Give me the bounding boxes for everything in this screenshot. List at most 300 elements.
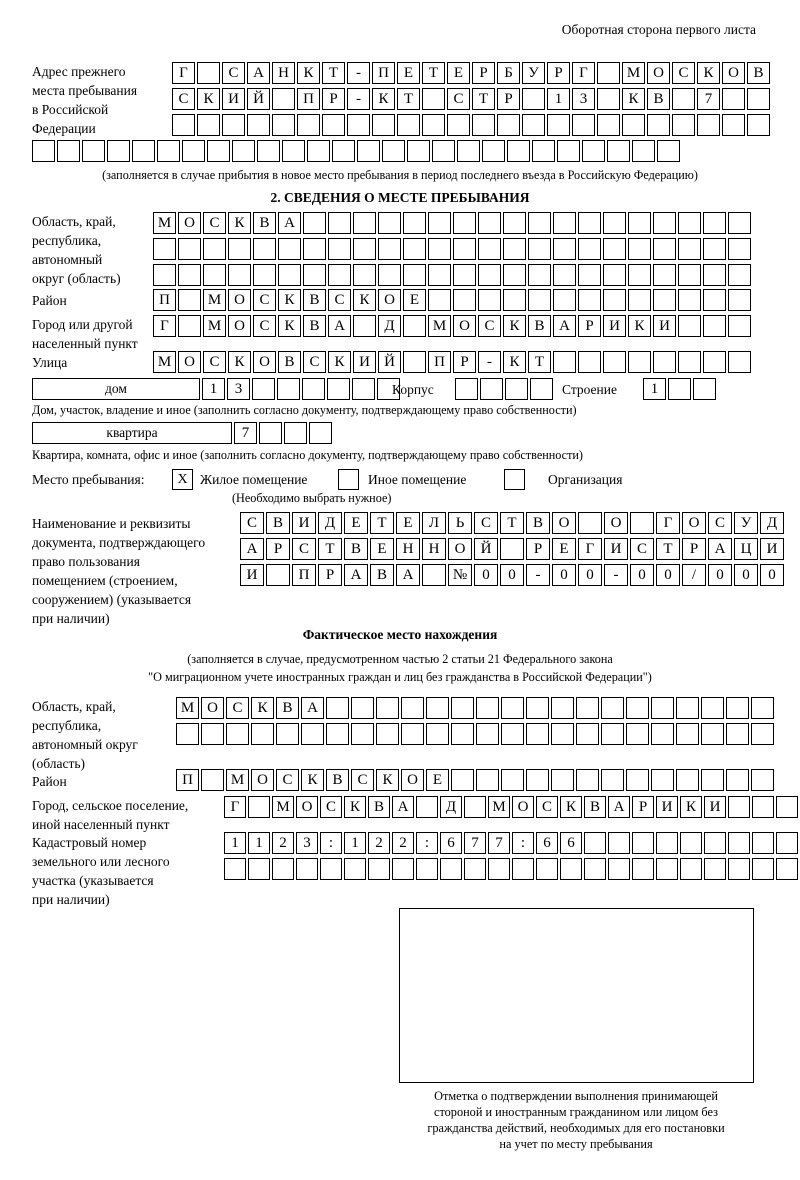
form-cell[interactable]: К (344, 796, 366, 818)
form-cell[interactable] (428, 264, 451, 286)
form-cell[interactable] (603, 289, 626, 311)
form-cell[interactable] (703, 315, 726, 337)
form-cell[interactable] (703, 351, 726, 373)
form-cell[interactable] (228, 238, 251, 260)
form-cell[interactable]: О (251, 769, 274, 791)
form-cell[interactable] (703, 212, 726, 234)
form-cell[interactable]: 2 (272, 832, 294, 854)
form-cell[interactable] (416, 858, 438, 880)
form-cell[interactable] (503, 238, 526, 260)
form-cell[interactable] (628, 212, 651, 234)
form-cell[interactable]: В (528, 315, 551, 337)
district-row[interactable] (153, 289, 753, 311)
form-cell[interactable]: К (301, 769, 324, 791)
form-cell[interactable] (303, 238, 326, 260)
form-cell[interactable] (678, 264, 701, 286)
form-cell[interactable]: М (428, 315, 451, 337)
form-cell[interactable] (453, 212, 476, 234)
form-cell[interactable] (728, 315, 751, 337)
form-cell[interactable] (578, 212, 601, 234)
form-cell[interactable] (622, 114, 645, 136)
form-cell[interactable] (453, 238, 476, 260)
form-cell[interactable] (728, 832, 750, 854)
form-cell[interactable]: А (301, 697, 324, 719)
flat-cells[interactable] (234, 422, 334, 444)
form-cell[interactable]: В (278, 351, 301, 373)
form-cell[interactable]: И (222, 88, 245, 110)
stamp-box[interactable] (399, 908, 754, 1083)
form-cell[interactable] (728, 858, 750, 880)
form-cell[interactable] (657, 140, 680, 162)
form-cell[interactable]: 1 (547, 88, 570, 110)
form-cell[interactable] (553, 238, 576, 260)
form-cell[interactable]: 0 (734, 564, 758, 586)
form-cell[interactable] (353, 264, 376, 286)
form-cell[interactable] (557, 140, 580, 162)
form-cell[interactable] (578, 264, 601, 286)
form-cell[interactable] (302, 378, 325, 400)
form-cell[interactable]: О (178, 212, 201, 234)
form-cell[interactable]: А (344, 564, 368, 586)
city-row[interactable] (153, 315, 753, 337)
form-cell[interactable]: С (447, 88, 470, 110)
form-cell[interactable] (726, 769, 749, 791)
form-cell[interactable] (57, 140, 80, 162)
form-cell[interactable]: О (178, 351, 201, 373)
form-cell[interactable]: О (228, 315, 251, 337)
form-cell[interactable] (680, 858, 702, 880)
form-cell[interactable] (701, 697, 724, 719)
form-cell[interactable]: Ц (734, 538, 758, 560)
form-cell[interactable] (266, 564, 290, 586)
form-cell[interactable]: Д (440, 796, 462, 818)
form-cell[interactable]: Р (547, 62, 570, 84)
form-cell[interactable] (328, 238, 351, 260)
form-cell[interactable]: - (604, 564, 628, 586)
form-cell[interactable] (428, 289, 451, 311)
form-cell[interactable]: И (603, 315, 626, 337)
form-cell[interactable] (551, 723, 574, 745)
form-cell[interactable]: Б (497, 62, 520, 84)
form-cell[interactable]: С (226, 697, 249, 719)
form-cell[interactable]: Р (453, 351, 476, 373)
form-cell[interactable] (301, 723, 324, 745)
form-cell[interactable]: Р (497, 88, 520, 110)
form-cell[interactable] (651, 697, 674, 719)
form-cell[interactable] (653, 212, 676, 234)
form-cell[interactable] (222, 114, 245, 136)
form-cell[interactable] (632, 858, 654, 880)
form-cell[interactable]: Е (426, 769, 449, 791)
form-cell[interactable] (478, 289, 501, 311)
form-cell[interactable] (472, 114, 495, 136)
form-cell[interactable]: С (630, 538, 654, 560)
place-type-checkbox-organization[interactable] (504, 469, 525, 490)
form-cell[interactable] (500, 538, 524, 560)
form-cell[interactable]: : (320, 832, 342, 854)
form-cell[interactable] (697, 114, 720, 136)
form-cell[interactable] (584, 832, 606, 854)
form-cell[interactable]: - (478, 351, 501, 373)
form-cell[interactable] (201, 769, 224, 791)
form-cell[interactable] (530, 378, 553, 400)
form-cell[interactable] (632, 832, 654, 854)
form-cell[interactable]: О (296, 796, 318, 818)
form-cell[interactable] (647, 114, 670, 136)
form-cell[interactable] (528, 289, 551, 311)
form-cell[interactable]: И (353, 351, 376, 373)
prev-address-row-3[interactable] (172, 114, 772, 136)
form-cell[interactable] (378, 238, 401, 260)
form-cell[interactable]: О (228, 289, 251, 311)
form-cell[interactable]: : (512, 832, 534, 854)
form-cell[interactable]: С (253, 315, 276, 337)
form-cell[interactable] (422, 114, 445, 136)
form-cell[interactable]: Е (370, 538, 394, 560)
form-cell[interactable] (503, 212, 526, 234)
form-cell[interactable]: Е (344, 512, 368, 534)
form-cell[interactable] (728, 351, 751, 373)
form-cell[interactable]: В (370, 564, 394, 586)
form-cell[interactable]: О (401, 769, 424, 791)
form-cell[interactable]: П (372, 62, 395, 84)
form-cell[interactable] (224, 858, 246, 880)
form-cell[interactable]: О (512, 796, 534, 818)
form-cell[interactable]: С (222, 62, 245, 84)
form-cell[interactable]: Р (632, 796, 654, 818)
form-cell[interactable]: 7 (488, 832, 510, 854)
form-cell[interactable]: 0 (474, 564, 498, 586)
form-cell[interactable]: Р (472, 62, 495, 84)
region-row-3[interactable] (153, 264, 753, 286)
form-cell[interactable]: : (416, 832, 438, 854)
form-cell[interactable] (501, 723, 524, 745)
form-cell[interactable]: И (604, 538, 628, 560)
form-cell[interactable] (578, 289, 601, 311)
form-cell[interactable]: / (682, 564, 706, 586)
form-cell[interactable]: 2 (392, 832, 414, 854)
form-cell[interactable]: С (276, 769, 299, 791)
form-cell[interactable] (703, 264, 726, 286)
form-cell[interactable] (553, 264, 576, 286)
form-cell[interactable] (576, 697, 599, 719)
form-cell[interactable]: К (680, 796, 702, 818)
form-cell[interactable]: Р (682, 538, 706, 560)
form-cell[interactable] (503, 289, 526, 311)
form-cell[interactable] (478, 238, 501, 260)
form-cell[interactable] (628, 289, 651, 311)
form-cell[interactable]: К (628, 315, 651, 337)
form-cell[interactable] (703, 289, 726, 311)
form-cell[interactable]: В (326, 769, 349, 791)
form-cell[interactable] (253, 264, 276, 286)
form-cell[interactable] (353, 315, 376, 337)
form-cell[interactable] (476, 723, 499, 745)
form-cell[interactable]: М (153, 212, 176, 234)
form-cell[interactable]: М (488, 796, 510, 818)
form-cell[interactable] (451, 697, 474, 719)
form-cell[interactable] (178, 315, 201, 337)
form-cell[interactable]: 0 (552, 564, 576, 586)
form-cell[interactable] (553, 212, 576, 234)
form-cell[interactable] (626, 769, 649, 791)
form-cell[interactable]: В (303, 315, 326, 337)
form-cell[interactable]: К (376, 769, 399, 791)
form-cell[interactable] (372, 114, 395, 136)
form-cell[interactable]: В (303, 289, 326, 311)
form-cell[interactable] (368, 858, 390, 880)
form-cell[interactable]: А (240, 538, 264, 560)
form-cell[interactable] (416, 796, 438, 818)
form-cell[interactable]: - (526, 564, 550, 586)
form-cell[interactable]: С (708, 512, 732, 534)
form-cell[interactable] (597, 62, 620, 84)
form-cell[interactable] (253, 238, 276, 260)
form-cell[interactable]: У (522, 62, 545, 84)
form-cell[interactable]: М (153, 351, 176, 373)
form-cell[interactable] (482, 140, 505, 162)
cadastral-row-2[interactable] (224, 858, 800, 880)
form-cell[interactable] (752, 832, 774, 854)
form-cell[interactable] (326, 697, 349, 719)
form-cell[interactable]: С (320, 796, 342, 818)
form-cell[interactable] (172, 114, 195, 136)
form-cell[interactable]: О (604, 512, 628, 534)
form-cell[interactable]: С (351, 769, 374, 791)
form-cell[interactable]: П (153, 289, 176, 311)
form-cell[interactable]: Н (272, 62, 295, 84)
form-cell[interactable] (497, 114, 520, 136)
form-cell[interactable]: У (734, 512, 758, 534)
form-cell[interactable] (476, 697, 499, 719)
form-cell[interactable]: К (560, 796, 582, 818)
form-cell[interactable] (251, 723, 274, 745)
place-type-checkbox-residential[interactable]: Х (172, 469, 193, 490)
form-cell[interactable]: И (760, 538, 784, 560)
form-cell[interactable] (153, 238, 176, 260)
form-cell[interactable] (376, 723, 399, 745)
form-cell[interactable] (407, 140, 430, 162)
form-cell[interactable] (722, 88, 745, 110)
form-cell[interactable] (303, 264, 326, 286)
form-cell[interactable] (597, 88, 620, 110)
form-cell[interactable]: 3 (227, 378, 250, 400)
form-cell[interactable] (422, 564, 446, 586)
form-cell[interactable] (403, 238, 426, 260)
form-cell[interactable] (751, 697, 774, 719)
form-cell[interactable]: М (176, 697, 199, 719)
form-cell[interactable] (403, 351, 426, 373)
form-cell[interactable] (726, 697, 749, 719)
form-cell[interactable] (603, 351, 626, 373)
form-cell[interactable] (277, 378, 300, 400)
form-cell[interactable] (397, 114, 420, 136)
prev-address-row-4[interactable] (32, 140, 682, 162)
form-cell[interactable]: Т (370, 512, 394, 534)
place-type-checkbox-other[interactable] (338, 469, 359, 490)
form-cell[interactable]: А (278, 212, 301, 234)
form-cell[interactable] (584, 858, 606, 880)
form-cell[interactable] (252, 378, 275, 400)
form-cell[interactable]: О (682, 512, 706, 534)
form-cell[interactable] (656, 832, 678, 854)
form-cell[interactable] (576, 769, 599, 791)
form-cell[interactable] (272, 858, 294, 880)
form-cell[interactable]: С (474, 512, 498, 534)
actual-region-row-1[interactable] (176, 697, 776, 719)
form-cell[interactable] (678, 289, 701, 311)
form-cell[interactable] (672, 114, 695, 136)
form-cell[interactable]: О (722, 62, 745, 84)
form-cell[interactable]: А (328, 315, 351, 337)
region-row-2[interactable] (153, 238, 753, 260)
form-cell[interactable] (578, 351, 601, 373)
form-cell[interactable]: М (203, 315, 226, 337)
form-cell[interactable] (401, 697, 424, 719)
form-cell[interactable] (752, 796, 774, 818)
form-cell[interactable]: 6 (440, 832, 462, 854)
form-cell[interactable]: 1 (344, 832, 366, 854)
form-cell[interactable] (528, 264, 551, 286)
actual-city-row[interactable] (224, 796, 800, 818)
form-cell[interactable] (403, 315, 426, 337)
form-cell[interactable]: О (448, 538, 472, 560)
form-cell[interactable] (630, 512, 654, 534)
form-cell[interactable] (378, 264, 401, 286)
form-cell[interactable] (653, 351, 676, 373)
form-cell[interactable]: С (328, 289, 351, 311)
form-cell[interactable] (351, 723, 374, 745)
form-cell[interactable]: Р (578, 315, 601, 337)
form-cell[interactable] (320, 858, 342, 880)
form-cell[interactable] (203, 238, 226, 260)
form-cell[interactable] (678, 351, 701, 373)
form-cell[interactable] (728, 212, 751, 234)
form-cell[interactable] (197, 62, 220, 84)
form-cell[interactable]: А (608, 796, 630, 818)
form-cell[interactable] (704, 832, 726, 854)
form-cell[interactable] (728, 796, 750, 818)
form-cell[interactable]: К (622, 88, 645, 110)
form-cell[interactable] (282, 140, 305, 162)
form-cell[interactable]: С (292, 538, 316, 560)
actual-district-row[interactable] (176, 769, 776, 791)
form-cell[interactable] (32, 140, 55, 162)
form-cell[interactable]: 1 (224, 832, 246, 854)
form-cell[interactable]: С (172, 88, 195, 110)
form-cell[interactable] (722, 114, 745, 136)
form-cell[interactable]: С (672, 62, 695, 84)
form-cell[interactable]: Г (656, 512, 680, 534)
form-cell[interactable] (656, 858, 678, 880)
form-cell[interactable]: И (656, 796, 678, 818)
form-cell[interactable] (322, 114, 345, 136)
form-cell[interactable]: 1 (202, 378, 225, 400)
form-cell[interactable]: 1 (248, 832, 270, 854)
form-cell[interactable] (403, 264, 426, 286)
form-cell[interactable] (207, 140, 230, 162)
form-cell[interactable] (608, 832, 630, 854)
form-cell[interactable] (601, 769, 624, 791)
form-cell[interactable] (132, 140, 155, 162)
form-cell[interactable] (451, 723, 474, 745)
form-cell[interactable]: Р (322, 88, 345, 110)
form-cell[interactable] (607, 140, 630, 162)
document-row-2[interactable] (240, 538, 786, 560)
form-cell[interactable]: Е (403, 289, 426, 311)
form-cell[interactable] (776, 796, 798, 818)
form-cell[interactable] (553, 289, 576, 311)
form-cell[interactable] (228, 264, 251, 286)
form-cell[interactable] (153, 264, 176, 286)
form-cell[interactable]: Г (572, 62, 595, 84)
form-cell[interactable]: Р (526, 538, 550, 560)
form-cell[interactable] (547, 114, 570, 136)
form-cell[interactable] (747, 88, 770, 110)
form-cell[interactable] (453, 289, 476, 311)
form-cell[interactable] (551, 697, 574, 719)
form-cell[interactable] (703, 238, 726, 260)
form-cell[interactable] (776, 832, 798, 854)
form-cell[interactable]: М (203, 289, 226, 311)
form-cell[interactable]: 1 (643, 378, 666, 400)
form-cell[interactable]: К (503, 315, 526, 337)
form-cell[interactable] (455, 378, 478, 400)
form-cell[interactable]: К (278, 289, 301, 311)
form-cell[interactable] (297, 114, 320, 136)
form-cell[interactable] (278, 238, 301, 260)
form-cell[interactable] (728, 238, 751, 260)
form-cell[interactable] (553, 351, 576, 373)
form-cell[interactable] (203, 264, 226, 286)
form-cell[interactable] (701, 723, 724, 745)
form-cell[interactable] (309, 422, 332, 444)
form-cell[interactable] (276, 723, 299, 745)
form-cell[interactable]: Е (396, 512, 420, 534)
form-cell[interactable] (626, 697, 649, 719)
form-cell[interactable] (332, 140, 355, 162)
form-cell[interactable]: 7 (697, 88, 720, 110)
form-cell[interactable] (232, 140, 255, 162)
form-cell[interactable]: В (747, 62, 770, 84)
form-cell[interactable]: К (228, 212, 251, 234)
form-cell[interactable] (752, 858, 774, 880)
form-cell[interactable]: Т (318, 538, 342, 560)
form-cell[interactable] (403, 212, 426, 234)
form-cell[interactable] (678, 212, 701, 234)
form-cell[interactable]: Г (224, 796, 246, 818)
form-cell[interactable]: 7 (234, 422, 257, 444)
form-cell[interactable]: В (526, 512, 550, 534)
form-cell[interactable] (197, 114, 220, 136)
form-cell[interactable]: Т (500, 512, 524, 534)
form-cell[interactable]: Е (397, 62, 420, 84)
form-cell[interactable] (464, 858, 486, 880)
form-cell[interactable] (157, 140, 180, 162)
form-cell[interactable]: Н (422, 538, 446, 560)
korpus-cells[interactable] (455, 378, 555, 400)
form-cell[interactable]: Г (153, 315, 176, 337)
form-cell[interactable] (480, 378, 503, 400)
form-cell[interactable] (628, 351, 651, 373)
form-cell[interactable] (676, 723, 699, 745)
form-cell[interactable]: Й (474, 538, 498, 560)
form-cell[interactable]: 6 (536, 832, 558, 854)
form-cell[interactable]: К (353, 289, 376, 311)
form-cell[interactable] (451, 769, 474, 791)
form-cell[interactable] (653, 264, 676, 286)
form-cell[interactable] (603, 238, 626, 260)
